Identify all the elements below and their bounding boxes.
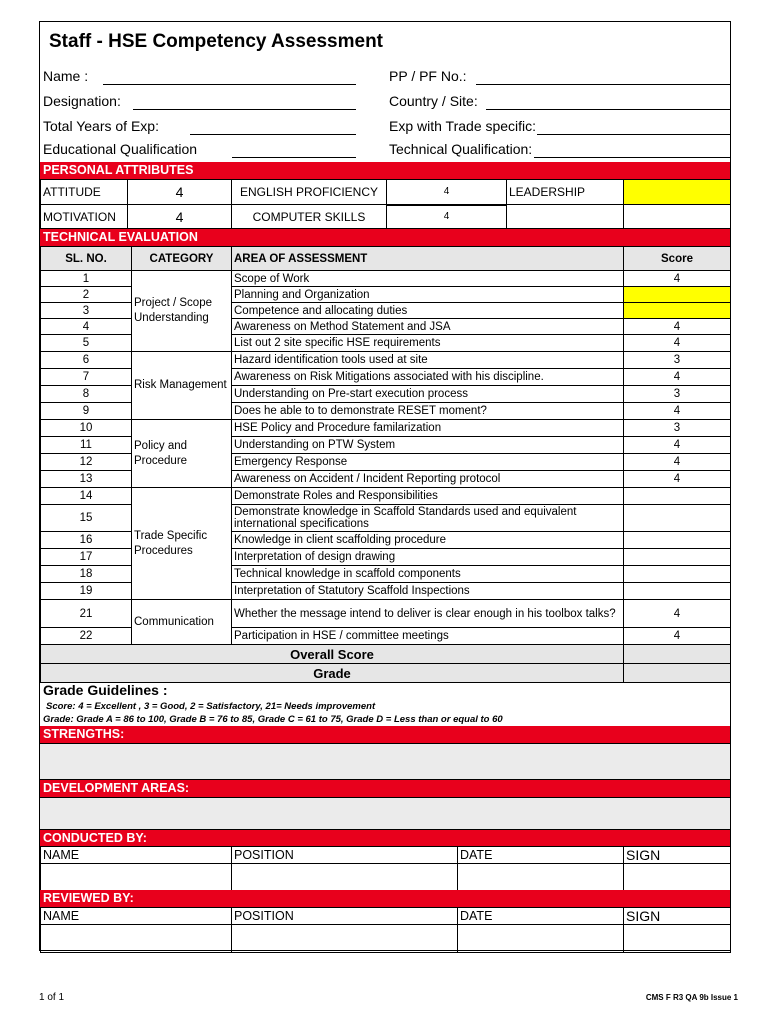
sl-no-cell: 10: [41, 420, 132, 437]
score-cell[interactable]: [624, 488, 731, 505]
sl-no-cell: 11: [41, 437, 132, 454]
reviewed-name-field[interactable]: [41, 925, 232, 953]
assessment-area-cell: Awareness on Method Statement and JSA: [232, 319, 624, 335]
sl-no-cell: 19: [41, 583, 132, 600]
col-area-header: AREA OF ASSESSMENT: [232, 247, 624, 271]
reviewed-position-field[interactable]: [232, 925, 458, 953]
designation-label: Designation:: [43, 93, 121, 109]
reviewed-by-table: [40, 907, 731, 953]
sl-no-cell: 1: [41, 271, 132, 287]
conducted-name-field[interactable]: [41, 864, 232, 892]
country-site-field[interactable]: [486, 95, 730, 110]
score-cell[interactable]: 3: [624, 386, 731, 403]
assessment-area-cell: Knowledge in client scaffolding procedure: [232, 532, 624, 549]
name-field[interactable]: [103, 70, 356, 85]
sl-no-cell: 14: [41, 488, 132, 505]
blank-score-cell[interactable]: [624, 205, 731, 229]
score-cell[interactable]: 4: [624, 471, 731, 488]
form-title: Staff - HSE Competency Assessment: [49, 31, 384, 52]
score-cell[interactable]: [624, 505, 731, 532]
category-project: Project / Scope Understanding: [132, 271, 232, 352]
assessment-area-cell: Scope of Work: [232, 271, 624, 287]
assessment-area-cell: Understanding on Pre-start execution process: [232, 386, 624, 403]
category-risk: Risk Management: [132, 352, 232, 420]
technical-evaluation-heading: TECHNICAL EVALUATION: [40, 229, 730, 246]
strengths-field[interactable]: [40, 743, 730, 780]
reviewed-sign-label: SIGN: [624, 908, 731, 925]
sl-no-cell: 8: [41, 386, 132, 403]
score-cell[interactable]: [624, 566, 731, 583]
score-cell[interactable]: 3: [624, 420, 731, 437]
sl-no-cell: 7: [41, 369, 132, 386]
assessment-area-cell: Hazard identification tools used at site: [232, 352, 624, 369]
conducted-by-table: [40, 846, 731, 892]
sl-no-cell: 16: [41, 532, 132, 549]
conducted-name-label: NAME: [41, 847, 232, 864]
leadership-score[interactable]: [624, 180, 731, 205]
sl-no-cell: 21: [41, 600, 132, 628]
conducted-position-field[interactable]: [232, 864, 458, 892]
sl-no-cell: 6: [41, 352, 132, 369]
score-cell[interactable]: [624, 549, 731, 566]
development-heading: DEVELOPMENT AREAS:: [40, 780, 730, 797]
reviewed-date-field[interactable]: [458, 925, 624, 953]
reviewed-sign-field[interactable]: [624, 925, 731, 953]
score-cell[interactable]: 4: [624, 319, 731, 335]
sl-no-cell: 13: [41, 471, 132, 488]
personal-attributes-heading: PERSONAL ATTRIBUTES: [40, 162, 730, 179]
assessment-area-cell: Planning and Organization: [232, 287, 624, 303]
total-years-label: Total Years of Exp:: [43, 118, 159, 134]
assessment-area-cell: HSE Policy and Procedure familarization: [232, 420, 624, 437]
assessment-area-cell: Demonstrate Roles and Responsibilities: [232, 488, 624, 505]
conducted-date-field[interactable]: [458, 864, 624, 892]
conducted-by-heading: CONDUCTED BY:: [40, 830, 730, 846]
leadership-label: LEADERSHIP: [507, 180, 624, 205]
blank-cell: [507, 205, 624, 229]
assessment-area-cell: Demonstrate knowledge in Scaffold Standards used and equivalent international specifications: [232, 505, 624, 532]
designation-field[interactable]: [133, 95, 356, 110]
tech-qual-label: Technical Qualification:: [389, 141, 533, 157]
motivation-label: MOTIVATION: [41, 205, 128, 229]
conducted-date-label: DATE: [458, 847, 624, 864]
tech-qual-field[interactable]: [534, 143, 730, 158]
assessment-area-cell: Interpretation of design drawing: [232, 549, 624, 566]
overall-score-label: Overall Score: [41, 645, 624, 664]
assessment-area-cell: Understanding on PTW System: [232, 437, 624, 454]
assessment-area-cell: Awareness on Risk Mitigations associated with his discipline.: [232, 369, 624, 386]
technical-evaluation-table: [40, 246, 731, 683]
sl-no-cell: 22: [41, 628, 132, 645]
development-field[interactable]: [40, 797, 730, 830]
score-cell[interactable]: [624, 583, 731, 600]
assessment-area-cell: List out 2 site specific HSE requirements: [232, 335, 624, 352]
score-cell[interactable]: [624, 532, 731, 549]
score-cell[interactable]: 4: [624, 454, 731, 471]
computer-label: COMPUTER SKILLS: [232, 205, 387, 229]
grade-value[interactable]: [624, 664, 731, 683]
score-cell[interactable]: 4: [624, 369, 731, 386]
grade-guidelines-title: Grade Guidelines :: [43, 682, 168, 698]
score-guideline: Score: 4 = Excellent , 3 = Good, 2 = Satisfactory, 21= Needs improvement: [46, 701, 376, 712]
sl-no-cell: 18: [41, 566, 132, 583]
motivation-score[interactable]: 4: [128, 205, 232, 229]
sl-no-cell: 12: [41, 454, 132, 471]
edu-qual-field[interactable]: [232, 143, 356, 158]
edu-qual-label: Educational Qualification: [43, 141, 198, 157]
conducted-position-label: POSITION: [232, 847, 458, 864]
table-row: [41, 420, 731, 437]
assessment-area-cell: Technical knowledge in scaffold components: [232, 566, 624, 583]
english-score[interactable]: 4: [387, 180, 507, 205]
category-policy: Policy and Procedure: [132, 420, 232, 488]
pp-pf-field[interactable]: [476, 70, 730, 85]
conducted-sign-field[interactable]: [624, 864, 731, 892]
sl-no-cell: 15: [41, 505, 132, 532]
score-cell[interactable]: 3: [624, 352, 731, 369]
sl-no-cell: 4: [41, 319, 132, 335]
sl-no-cell: 3: [41, 303, 132, 319]
score-cell[interactable]: 4: [624, 271, 731, 287]
attitude-score[interactable]: 4: [128, 180, 232, 205]
sl-no-cell: 9: [41, 403, 132, 420]
pp-pf-label: PP / PF No.:: [389, 68, 467, 84]
exp-trade-label: Exp with Trade specific:: [389, 118, 537, 134]
reviewed-position-label: POSITION: [232, 908, 458, 925]
grade-guideline: Grade: Grade A = 86 to 100, Grade B = 76 to 85, Grade C = 61 to 75, Grade D = Less than or equal to 60: [43, 714, 503, 725]
reviewed-by-heading: REVIEWED BY:: [40, 890, 730, 907]
country-site-label: Country / Site:: [389, 93, 478, 109]
table-row: [41, 352, 731, 369]
assessment-area-cell: Awareness on Accident / Incident Reporting protocol: [232, 471, 624, 488]
score-cell[interactable]: 4: [624, 437, 731, 454]
english-label: ENGLISH PROFICIENCY: [232, 180, 387, 205]
score-cell[interactable]: [624, 303, 731, 319]
grade-label: Grade: [41, 664, 624, 683]
total-years-field[interactable]: [190, 120, 356, 135]
table-row: [41, 271, 731, 287]
category-communication: Communication: [132, 600, 232, 645]
category-trade: Trade Specific Procedures: [132, 488, 232, 600]
col-category-header: CATEGORY: [132, 247, 232, 271]
assessment-form: [39, 21, 731, 951]
table-row: [41, 600, 731, 628]
assessment-area-cell: Whether the message intend to deliver is clear enough in his toolbox talks?: [232, 600, 624, 628]
exp-trade-field[interactable]: [537, 120, 730, 135]
score-cell[interactable]: 4: [624, 403, 731, 420]
assessment-area-cell: Emergency Response: [232, 454, 624, 471]
attitude-label: ATTITUDE: [41, 180, 128, 205]
score-cell[interactable]: 4: [624, 600, 731, 628]
table-row: [41, 488, 731, 505]
score-cell[interactable]: 4: [624, 335, 731, 352]
strengths-heading: STRENGTHS:: [40, 726, 730, 743]
overall-score-value[interactable]: [624, 645, 731, 664]
form-code: CMS F R3 QA 9b Issue 1: [645, 993, 738, 1002]
page-number: 1 of 1: [39, 992, 65, 1003]
assessment-area-cell: Does he able to to demonstrate RESET moment?: [232, 403, 624, 420]
conducted-sign-label: SIGN: [624, 847, 731, 864]
name-label: Name :: [43, 68, 89, 84]
sl-no-cell: 5: [41, 335, 132, 352]
reviewed-name-label: NAME: [41, 908, 232, 925]
score-cell[interactable]: [624, 287, 731, 303]
score-cell[interactable]: 4: [624, 628, 731, 645]
personal-attributes-table: [40, 179, 731, 230]
sl-no-cell: 17: [41, 549, 132, 566]
computer-score[interactable]: 4: [387, 205, 507, 229]
col-sl-header: SL. NO.: [41, 247, 132, 271]
assessment-area-cell: Competence and allocating duties: [232, 303, 624, 319]
reviewed-date-label: DATE: [458, 908, 624, 925]
sl-no-cell: 2: [41, 287, 132, 303]
assessment-area-cell: Interpretation of Statutory Scaffold Inspections: [232, 583, 624, 600]
assessment-area-cell: Participation in HSE / committee meetings: [232, 628, 624, 645]
col-score-header: Score: [624, 247, 731, 271]
